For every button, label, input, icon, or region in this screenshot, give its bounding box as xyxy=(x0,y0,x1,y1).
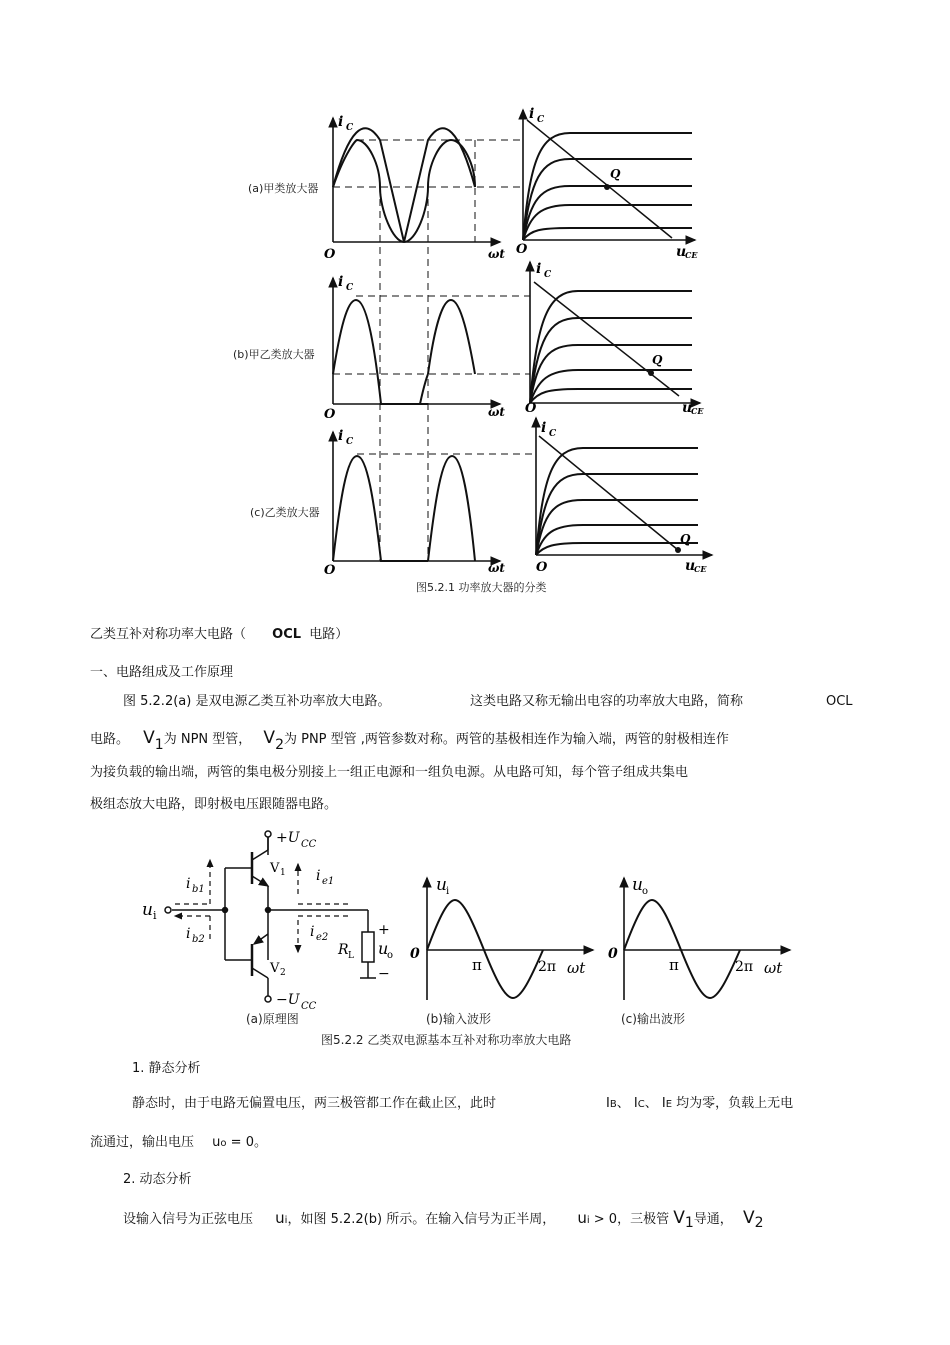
svg-text:i: i xyxy=(186,876,191,892)
svg-text:u: u xyxy=(685,558,696,574)
svg-text:O: O xyxy=(525,401,537,416)
svg-text:V: V xyxy=(270,861,280,876)
svg-text:u: u xyxy=(676,244,687,260)
svg-text:2π: 2π xyxy=(538,959,557,975)
dynamic-para-line-1: 设输入信号为正弦电压 ui，如图 5.2.2(b) 所示。在输入信号为正半周， ui > 0，三极管 V1导通， V2 xyxy=(123,1208,764,1231)
static-para-line-1: 静态时，由于电路无偏置电压，两三极管都工作在截止区，此时 xyxy=(132,1096,497,1111)
svg-text:V: V xyxy=(270,961,280,976)
svg-text:1: 1 xyxy=(280,868,286,878)
svg-text:π: π xyxy=(669,956,679,974)
svg-text:i: i xyxy=(338,428,344,444)
svg-text:u: u xyxy=(142,900,153,920)
paragraph-line-2: 电路。 V1为 NPN 型管， V2为 PNP 型管 ,两管参数对称。两管的基极相连作为输入端，两管的射极相连作 xyxy=(90,728,729,753)
svg-text:CE: CE xyxy=(691,406,704,416)
svg-text:π: π xyxy=(472,956,482,974)
paragraph-line-1c: OCL xyxy=(826,694,853,709)
svg-text:ωt: ωt xyxy=(488,247,505,261)
paragraph-line-1b: 这类电路又称无输出电容的功率放大电路，简称 xyxy=(470,694,744,709)
svg-text:i: i xyxy=(338,274,344,290)
svg-text:u: u xyxy=(682,400,693,416)
svg-text:2π: 2π xyxy=(735,959,754,975)
svg-text:i: i xyxy=(536,261,542,277)
svg-text:+U: +U xyxy=(276,830,300,846)
panel-b-waveform xyxy=(333,278,500,404)
svg-text:i: i xyxy=(186,926,191,942)
svg-text:0: 0 xyxy=(608,946,618,962)
label-class-b: (c)乙类放大器 xyxy=(250,506,320,519)
svg-text:o: o xyxy=(642,886,649,897)
svg-text:i: i xyxy=(541,420,547,436)
svg-text:L: L xyxy=(348,951,354,961)
panel-a-characteristics xyxy=(523,110,695,240)
svg-text:O: O xyxy=(536,560,548,575)
label-class-a: (a)甲类放大器 xyxy=(248,182,319,195)
svg-text:ωt: ωt xyxy=(488,561,505,575)
figure-power-amplifier-classes xyxy=(0,0,950,610)
svg-text:ωt: ωt xyxy=(488,405,505,419)
svg-text:e1: e1 xyxy=(322,876,335,887)
svg-text:ωt: ωt xyxy=(764,959,783,977)
subsection-dynamic: 2. 动态分析 xyxy=(123,1172,192,1187)
svg-text:C: C xyxy=(346,123,354,133)
svg-text:CE: CE xyxy=(694,564,707,574)
svg-text:u: u xyxy=(378,939,389,958)
section-heading-ocl: 乙类互补对称功率大电路（ OCL 电路） xyxy=(90,627,349,642)
svg-text:CC: CC xyxy=(301,1001,317,1012)
static-para-line-2: 流通过，输出电压 uo = 0。 xyxy=(90,1135,267,1150)
svg-text:b2: b2 xyxy=(192,934,205,945)
svg-text:−: − xyxy=(378,966,390,982)
label-class-ab: (b)甲乙类放大器 xyxy=(233,348,315,361)
subsection-static: 1. 静态分析 xyxy=(132,1061,201,1076)
svg-text:e2: e2 xyxy=(316,932,329,943)
panel-c-waveform xyxy=(333,432,500,561)
label-schematic: (a)原理图 xyxy=(246,1012,299,1026)
svg-text:i: i xyxy=(529,106,535,122)
svg-text:C: C xyxy=(549,429,557,439)
svg-text:o: o xyxy=(387,950,394,961)
svg-text:O: O xyxy=(516,242,528,257)
svg-text:R: R xyxy=(338,942,349,958)
svg-text:i: i xyxy=(338,114,344,130)
figure-caption-5-2-1: 图5.2.1 功率放大器的分类 xyxy=(416,581,547,594)
svg-text:O: O xyxy=(324,407,336,422)
svg-text:O: O xyxy=(324,563,336,578)
svg-text:−U: −U xyxy=(276,992,300,1008)
svg-text:+: + xyxy=(378,922,390,938)
fig1-axis-labels xyxy=(324,106,707,578)
svg-text:C: C xyxy=(544,270,552,280)
svg-text:b1: b1 xyxy=(192,884,205,895)
paragraph-line-4: 极组态放大电路，即射极电压跟随器电路。 xyxy=(90,797,338,812)
figure-caption-5-2-2: 图5.2.2 乙类双电源基本互补对称功率放大电路 xyxy=(321,1033,572,1047)
svg-text:Q: Q xyxy=(610,167,621,181)
svg-text:C: C xyxy=(346,437,354,447)
svg-text:2: 2 xyxy=(280,968,286,978)
panel-a-waveform-sine xyxy=(333,140,475,242)
label-output-waveform: (c)输出波形 xyxy=(621,1012,685,1026)
svg-text:CC: CC xyxy=(301,839,317,850)
paragraph-line-3: 为接负载的输出端，两管的集电极分别接上一组正电源和一组负电源。从电路可知，每个管子组成共集电 xyxy=(90,765,689,780)
input-waveform xyxy=(427,878,593,1000)
output-waveform xyxy=(624,878,790,1000)
static-currents: IB、 IC、 IE 均为零，负载上无电 xyxy=(606,1096,794,1111)
svg-text:0: 0 xyxy=(410,946,420,962)
panel-b-characteristics xyxy=(530,262,700,403)
svg-text:O: O xyxy=(324,247,336,262)
svg-text:ωt: ωt xyxy=(567,959,586,977)
svg-text:Q: Q xyxy=(680,532,691,546)
paragraph-line-1: 图 5.2.2(a) 是双电源乙类互补功率放大电路。 xyxy=(123,694,391,709)
svg-text:i: i xyxy=(316,868,321,884)
svg-text:C: C xyxy=(537,115,545,125)
section-title-1: 一、电路组成及工作原理 xyxy=(90,665,234,680)
label-input-waveform: (b)输入波形 xyxy=(426,1012,491,1026)
svg-text:C: C xyxy=(346,283,354,293)
svg-text:CE: CE xyxy=(685,250,698,260)
svg-text:i: i xyxy=(310,924,315,940)
svg-text:u: u xyxy=(436,875,447,895)
svg-text:i: i xyxy=(153,909,157,922)
svg-text:i: i xyxy=(446,886,450,897)
svg-text:Q: Q xyxy=(652,353,663,367)
svg-text:u: u xyxy=(632,875,643,895)
